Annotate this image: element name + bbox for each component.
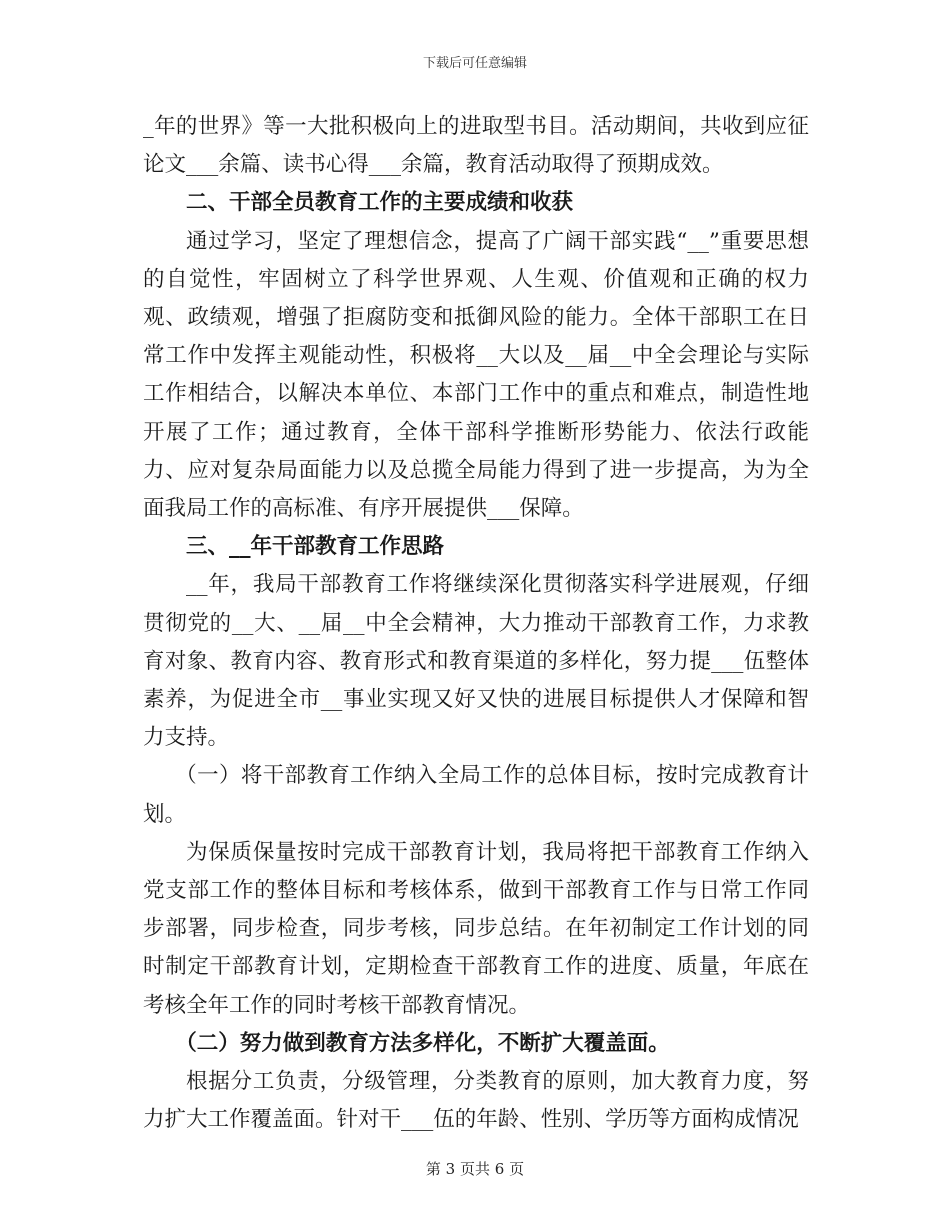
paragraph-continuation: _年的世界》等一大批积极向上的进取型书目。活动期间，共收到应征论文___余篇、读书心得___余篇，教育活动取得了预期成效。 — [143, 114, 809, 178]
paragraph-plan: __年，我局干部教育工作将继续深化贯彻落实科学进展观，仔细贯彻党的__大、__届__中全会精神，大力推动干部教育工作，力求教育对象、教育内容、教育形式和教育渠道的多样化，努力提___伍整体素养，为促进全市__事业实现又好又快的进展目标提供人才保障和智力支持。 — [143, 572, 809, 751]
paragraph-methods: 根据分工负责，分级管理，分类教育的原则，加大教育力度，努力扩大工作覆盖面。针对干___伍的年龄、性别、学历等方面构成情况 — [143, 1069, 809, 1133]
page-header: 下载后可任意编辑 — [422, 56, 527, 71]
subheading-2: （二）努力做到教育方法多样化，不断扩大覆盖面。 — [175, 1030, 670, 1056]
document-body — [143, 108, 809, 1139]
subheading-1: （一）将干部教育工作纳入全局工作的总体目标，按时完成教育计划。 — [143, 763, 809, 827]
paragraph-plan-detail: 为保质保量按时完成干部教育计划，我局将把干部教育工作纳入党支部工作的整体目标和考核体系，做到干部教育工作与日常工作同步部署，同步检查，同步考核，同步总结。在年初制定工作计划的同时制定干部教育计划，定期检查干部教育工作的进度、质量，年底在考核全年工作的同时考核干部教育情况。 — [143, 839, 809, 1018]
paragraph-achievements: 通过学习，坚定了理想信念，提高了广阔干部实践“__”重要思想的自觉性，牢固树立了科学世界观、人生观、价值观和正确的权力观、政绩观，增强了拒腐防变和抵御风险的能力。全体干部职工在日常工作中发挥主观能动性，积极将__大以及__届__中全会理论与实际工作相结合，以解决本单位、本部门工作中的重点和难点，制造性地开展了工作；通过教育，全体干部科学推断形势能力、依法行政能力、应对复杂局面能力以及总揽全局能力得到了进一步提高，为为全面我局工作的高标准、有序开展提供___保障。 — [143, 228, 809, 522]
section-heading-3: 三、__年干部教育工作思路 — [186, 534, 445, 560]
section-heading-2: 二、干部全员教育工作的主要成绩和收获 — [186, 190, 574, 216]
page-footer: 第 3 页共 6 页 — [425, 1160, 525, 1178]
